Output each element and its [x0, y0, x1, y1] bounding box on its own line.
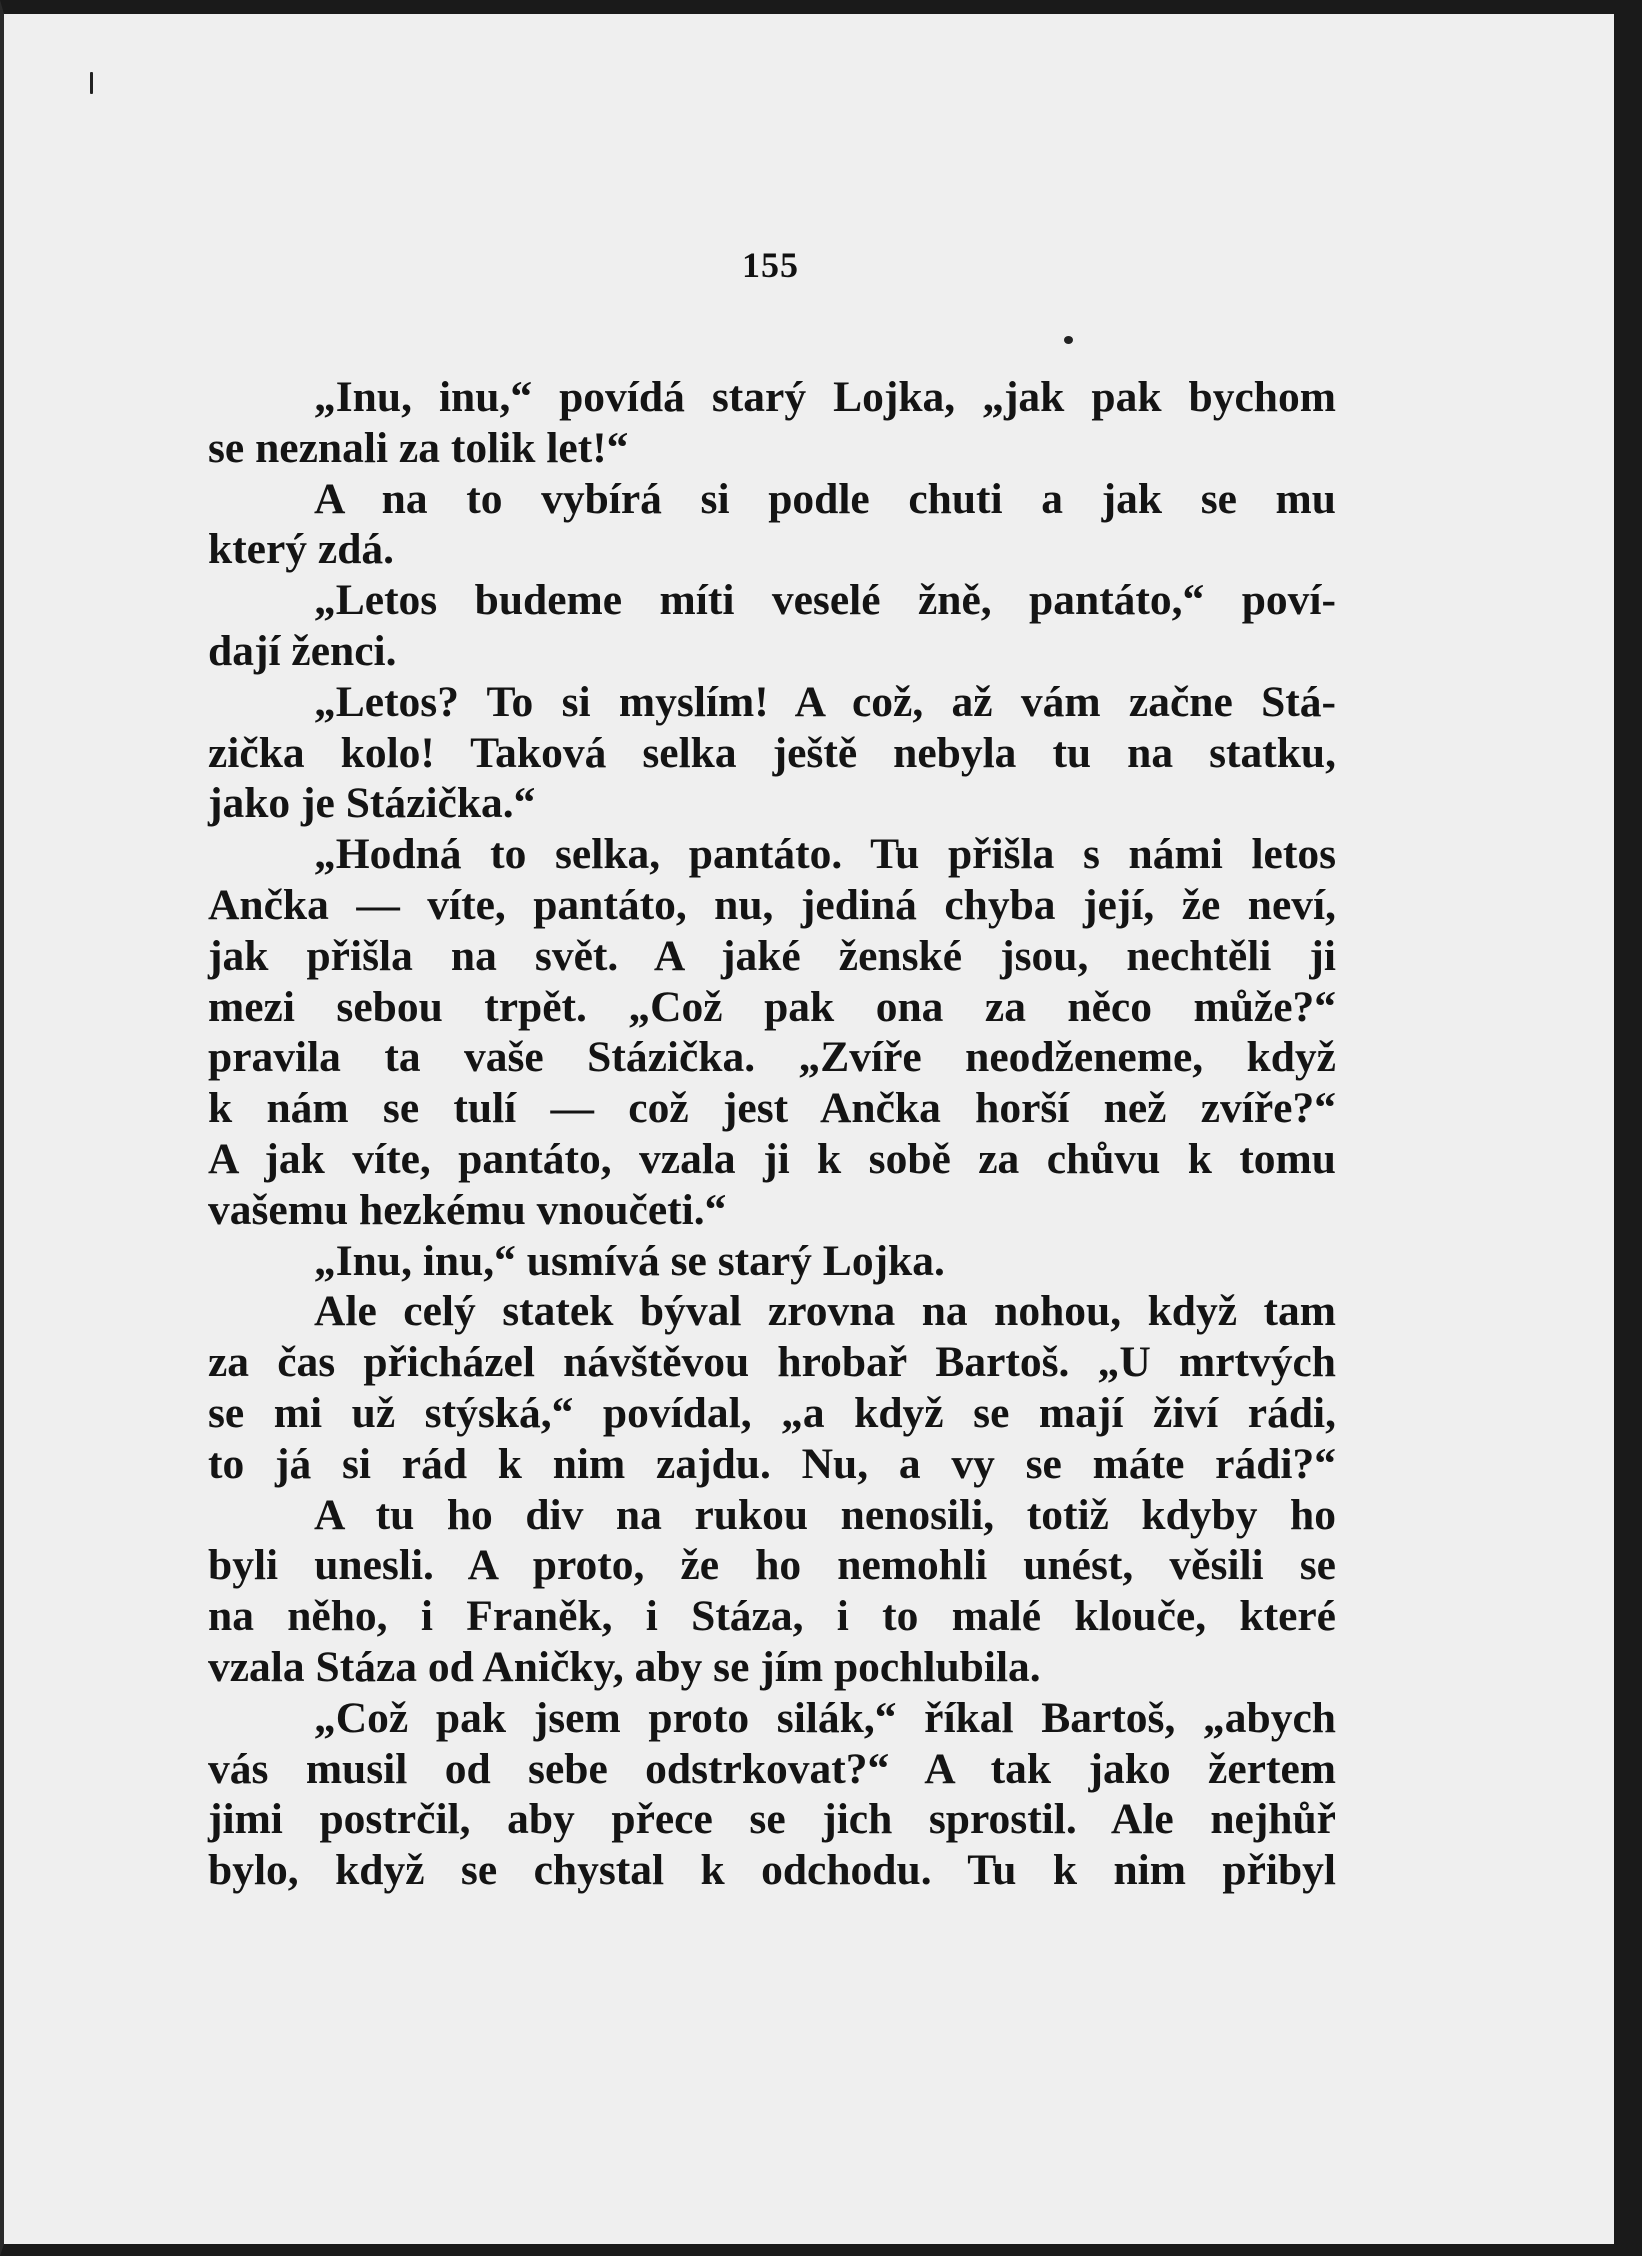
ink-speck — [1064, 336, 1073, 344]
text-line: vás musil od sebe odstrkovat?“ A tak jako žertem — [208, 1744, 1336, 1793]
text-line: „Letos? To si myslím! A což, až vám začne Stá- — [314, 677, 1336, 726]
text-line: to já si rád k nim zajdu. Nu, a vy se máte rádi?“ — [208, 1439, 1336, 1488]
page-number: 155 — [742, 245, 799, 285]
text-line: „Inu, inu,“ usmívá se starý Lojka. — [314, 1236, 945, 1285]
text-line: vašemu hezkému vnoučeti.“ — [208, 1185, 727, 1234]
text-line: A tu ho div na rukou nenosili, totiž kdyby ho — [314, 1490, 1336, 1539]
body-text — [208, 372, 1336, 1896]
text-line: zička kolo! Taková selka ještě nebyla tu na statku, — [208, 728, 1336, 777]
text-line: A jak víte, pantáto, vzala ji k sobě za chůvu k tomu — [208, 1134, 1336, 1183]
text-line: vzala Stáza od Aničky, aby se jím pochlubila. — [208, 1642, 1041, 1691]
text-line: Ančka — víte, pantáto, nu, jediná chyba její, že neví, — [208, 880, 1336, 929]
text-line: na něho, i Franěk, i Stáza, i to malé klouče, které — [208, 1592, 1336, 1641]
text-line: dají ženci. — [208, 626, 397, 675]
text-line: „Hodná to selka, pantáto. Tu přišla s námi letos — [314, 830, 1336, 879]
text-line: jako je Stázička.“ — [208, 779, 536, 828]
text-line: mezi sebou trpět. „Což pak ona za něco může?“ — [208, 982, 1336, 1031]
text-line: „Inu, inu,“ povídá starý Lojka, „jak pak bychom — [314, 373, 1336, 421]
text-line: za čas přicházel návštěvou hrobař Bartoš. „U mrtvých — [208, 1338, 1336, 1387]
text-line: pravila ta vaše Stázička. „Zvíře neodženeme, když — [208, 1033, 1336, 1082]
ink-speck — [90, 72, 93, 94]
text-line: A na to vybírá si podle chuti a jak se mu — [314, 474, 1336, 523]
text-line: „Letos budeme míti veselé žně, pantáto,“ poví- — [314, 576, 1336, 625]
text-line: který zdá. — [208, 525, 395, 574]
text-line: Ale celý statek býval zrovna na nohou, když tam — [314, 1287, 1336, 1336]
text-line: „Což pak jsem proto silák,“ říkal Bartoš, „abych — [314, 1693, 1336, 1742]
text-line: jak přišla na svět. A jaké ženské jsou, nechtěli ji — [208, 931, 1336, 980]
text-line: k nám se tulí — což jest Ančka horší než zvíře?“ — [208, 1084, 1336, 1133]
text-line: byli unesli. A proto, že ho nemohli unést, věsili se — [208, 1541, 1336, 1590]
text-line: jimi postrčil, aby přece se jich sprostil. Ale nejhůř — [208, 1795, 1336, 1844]
text-line: bylo, když se chystal k odchodu. Tu k nim přibyl — [208, 1846, 1336, 1895]
text-line: se neznali za tolik let!“ — [208, 423, 629, 472]
text-line: se mi už stýská,“ povídal, „a když se mají živí rádi, — [208, 1388, 1336, 1437]
